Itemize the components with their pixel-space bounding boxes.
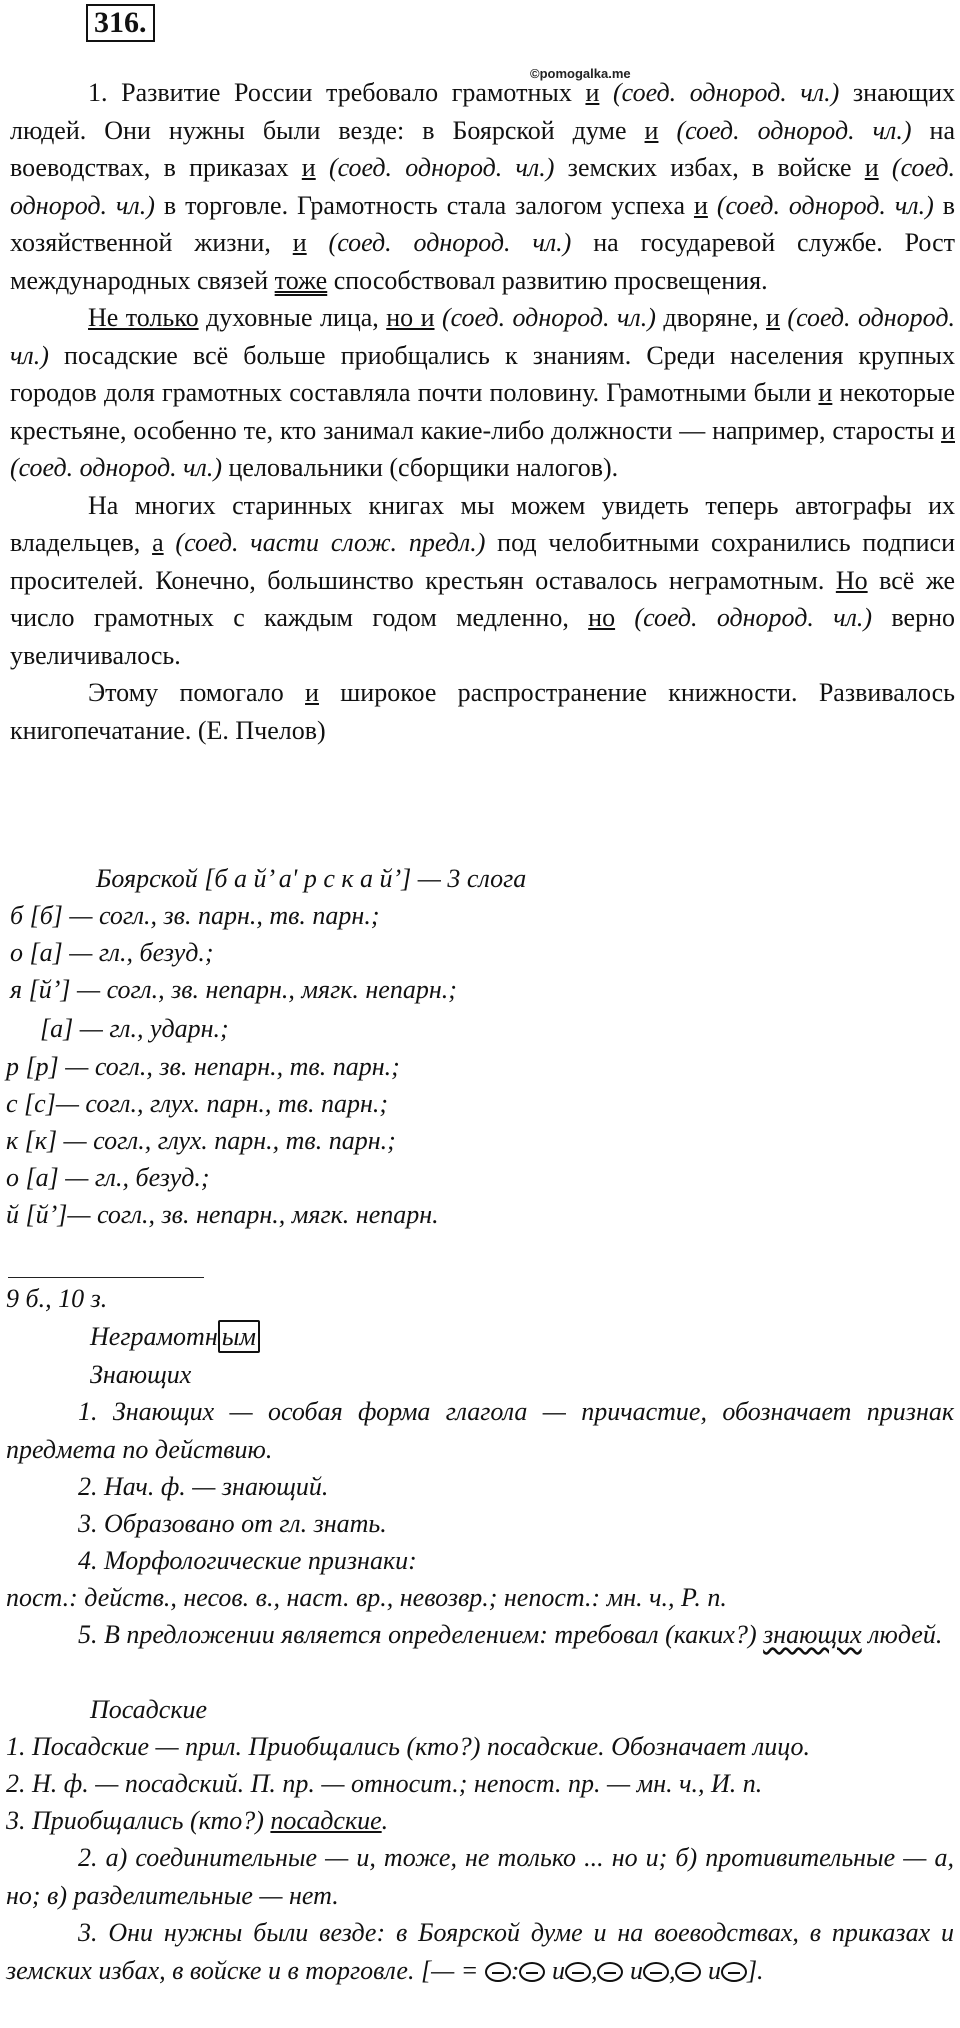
underlined-conjunction: и: [864, 153, 879, 182]
morphemic-analysis: [90, 1318, 960, 1356]
underlined-conjunction: и: [301, 153, 316, 182]
homogeneous-member-circle: [565, 1962, 591, 1982]
conjunction-comment: (соед. однород. чл.): [328, 153, 555, 182]
analysis-line: 2. Н. ф. — посадский. П. пр. — относит.; непост. пр. — мн. ч., И. п.: [6, 1769, 763, 1798]
text-run: людей.: [861, 1620, 943, 1649]
underlined-conjunction: и: [292, 228, 307, 257]
text-run: земских избах, в войске: [554, 153, 865, 182]
underlined-conjunction: и: [644, 115, 659, 145]
analysis-line: [6, 1802, 954, 1840]
conjunction-comment: (соед. однород. чл.): [613, 78, 840, 107]
underlined-conjunction: но: [588, 603, 616, 632]
conjunction-comment: (соед. однород. чл.): [10, 153, 956, 220]
homogeneous-member-circle: [675, 1962, 701, 1982]
underlined-conjunction: и: [585, 78, 600, 107]
phonetic-line: я [й’] — согл., зв. непарн., мягк. непарн.;: [10, 975, 457, 1004]
text-run: 1. Развитие России требовало грамотных: [88, 78, 586, 107]
conjunction-comment: (соед. однород. чл.): [676, 115, 912, 145]
text-run: духовные лица,: [198, 303, 387, 332]
text-run: на воеводствах, в приказах: [10, 115, 955, 182]
analysis-word-title: Знающих: [90, 1360, 192, 1389]
conjunction-comment: (соед. однород. чл.): [328, 228, 572, 257]
word-stem: Неграмотн: [90, 1322, 218, 1351]
text-run: 5. В предложении является определением: требовал (каких?): [78, 1620, 764, 1649]
text-run: 3. Приобщались (кто?): [6, 1806, 271, 1835]
phonetic-summary: 9 б., 10 з.: [6, 1284, 108, 1313]
underlined-conjunction: Не только: [88, 303, 199, 332]
text-run: в торговле. Грамотность стала залогом успеха: [154, 190, 694, 220]
text-run: посадские всё больше приобщались к знаниям. Среди населения крупных городов доля грамотных составляла почти половину. Грамотными были: [10, 340, 955, 407]
analysis-line: [6, 1616, 954, 1654]
analysis-word-title: Посадские: [90, 1695, 208, 1724]
analysis-line: 1. Знающих — особая форма глагола — причастие, обозначает признак предмета по действию.: [6, 1397, 954, 1464]
text-run: Этому помогало: [88, 678, 306, 707]
phonetic-line: й [й’]— согл., зв. непарн., мягк. непарн.: [6, 1200, 439, 1229]
phonetic-line: с [с]— согл., глух. парн., тв. парн.;: [6, 1089, 389, 1118]
word-ending: ым: [218, 1320, 260, 1353]
conjunction-comment: (соед. части слож. предл.): [175, 528, 486, 557]
phonetic-line: р [р] — согл., зв. непарн., тв. парн.;: [6, 1052, 400, 1081]
conjunction-comment: (соед. однород. чл.): [10, 453, 223, 482]
underlined-conjunction: и: [693, 190, 708, 220]
underlined-conjunction: и: [941, 415, 955, 445]
underlined-conjunction: но и: [386, 303, 435, 332]
phonetic-line: б [б] — согл., зв. парн., тв. парн.;: [10, 901, 380, 930]
text-run: под челобитными сохранились подписи просителей. Конечно, большинство крестьян оставалось неграмотным.: [10, 528, 956, 595]
exercise-number: 316.: [86, 4, 155, 42]
text-run: в хозяйственной жизни,: [10, 190, 956, 257]
paragraph-1: [10, 74, 955, 299]
text-run: на государевой службе. Рост международных связей: [10, 228, 955, 295]
underlined-conjunction: и: [818, 378, 833, 407]
wavy-underlined-word: знающих: [763, 1620, 862, 1649]
scheme-text: и: [551, 1955, 565, 1985]
scheme-text: и: [707, 1955, 721, 1985]
divider: [8, 1277, 204, 1278]
task-3-answer: [6, 1914, 954, 1989]
paragraph-2: [10, 299, 955, 487]
paragraph-4: [10, 674, 955, 749]
text-run: всё же число грамотных с каждым годом медленно,: [10, 565, 955, 632]
text-run: некоторые крестьяне, особенно те, кто занимал какие-либо должности — например, старосты: [10, 378, 955, 445]
underlined-word: посадские: [270, 1806, 382, 1835]
underlined-conjunction: а: [152, 528, 164, 557]
analysis-line: 4. Морфологические признаки:: [78, 1546, 417, 1575]
conjunction-comment: (соед. однород. чл.): [716, 190, 934, 220]
homogeneous-member-circle: [721, 1962, 747, 1982]
underlined-conjunction: Но: [835, 565, 868, 595]
homogeneous-member-circle: [485, 1962, 511, 1982]
phonetic-header: Боярской [б а й’ а' р с к а й’] — 3 слога: [96, 864, 527, 893]
main-text: [10, 74, 955, 749]
underlined-conjunction: и: [766, 303, 780, 332]
phonetic-line: о [а] — гл., безуд.;: [6, 1163, 210, 1192]
scheme-text: ].: [746, 1955, 764, 1985]
analysis-line: 3. Образовано от гл. знать.: [78, 1509, 387, 1538]
text-run: знающих людей. Они нужны были везде: в Боярской думе: [10, 78, 955, 145]
text-run: дворяне,: [655, 303, 767, 332]
phonetic-line: [а] — гл., ударн.;: [40, 1014, 229, 1043]
homogeneous-member-circle: [643, 1962, 669, 1982]
conjunction-comment: (соед. однород. чл.): [634, 603, 873, 632]
analysis-line: 1. Посадские — прил. Приобщались (кто?) посадские. Обозначает лицо.: [6, 1732, 811, 1761]
conjunction-comment: (соед. однород. чл.): [10, 303, 955, 370]
scheme-text: и: [629, 1955, 643, 1985]
text-run: верно увеличивалось.: [10, 603, 956, 670]
watermark: ©pomogalka.me: [530, 66, 631, 81]
underlined-conjunction: тоже: [274, 265, 328, 295]
text-run: .: [381, 1806, 389, 1835]
analysis-line: пост.: действ., несов. в., наст. вр., невозвр.; непост.: мн. ч., Р. п.: [6, 1583, 727, 1612]
text-run: целовальники (сборщики налогов).: [222, 453, 619, 482]
conjunction-comment: (соед. однород. чл.): [441, 303, 656, 332]
scheme-text: :: [510, 1955, 520, 1985]
text-run: способствовал развитию просвещения.: [327, 265, 768, 295]
phonetic-line: о [а] — гл., безуд.;: [10, 938, 214, 967]
homogeneous-member-circle: [597, 1962, 623, 1982]
scheme-text: ,: [590, 1955, 598, 1985]
text-run: На многих старинных книгах мы можем увидеть теперь автографы их владельцев,: [10, 490, 955, 557]
analysis-line: 2. Нач. ф. — знающий.: [78, 1472, 329, 1501]
phonetic-line: к [к] — согл., глух. парн., тв. парн.;: [6, 1126, 396, 1155]
task-2-answer: 2. а) соединительные — и, тоже, не только ... но и; б) противительные — а, но; в) разделительные — нет.: [6, 1843, 954, 1910]
scheme-text: ,: [668, 1955, 676, 1985]
underlined-conjunction: и: [305, 678, 319, 707]
text-run: 3. Они нужны были везде: в Боярской думе и на воеводствах, в приказах и земских избах, в войске и в торговле.: [6, 1918, 954, 1985]
scheme-text: [— =: [420, 1955, 479, 1985]
homogeneous-member-circle: [519, 1962, 545, 1982]
paragraph-3: [10, 487, 955, 675]
text-run: широкое распространение книжности. Развивалось книгопечатание. (Е. Пчелов): [10, 678, 956, 745]
